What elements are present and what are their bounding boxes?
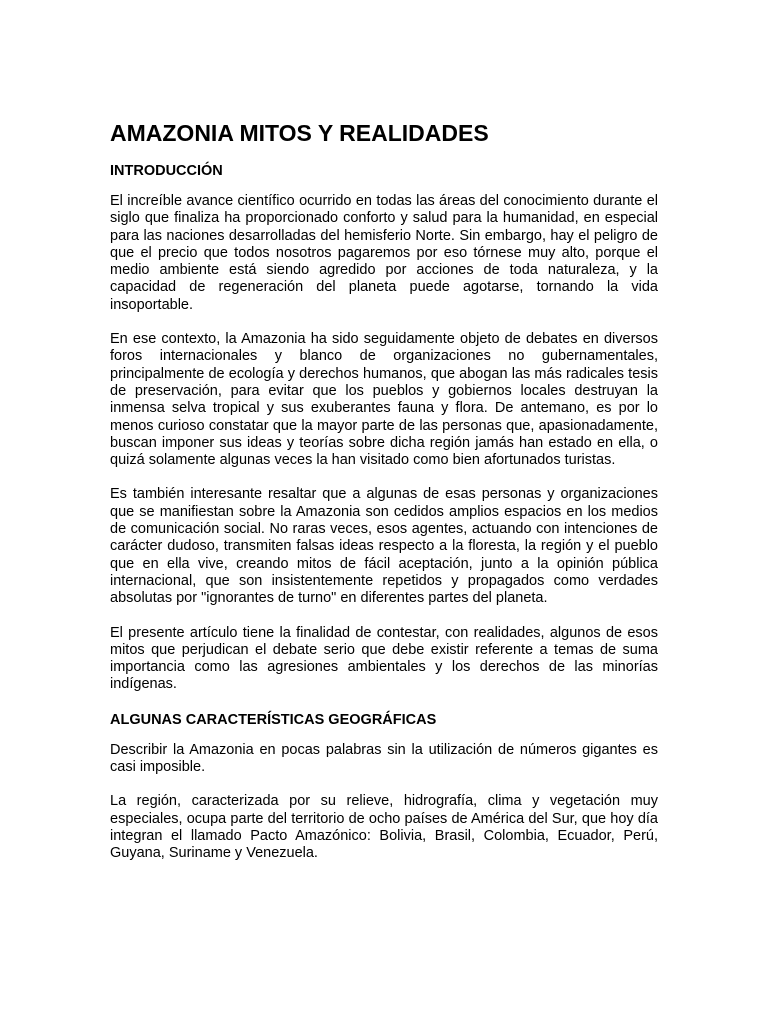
paragraph: En ese contexto, la Amazonia ha sido seguidamente objeto de debates en diversos foros internacionales y blanco de organizaciones no gubernamentales, principalmente de ecología y derechos humanos, que abogan las más radicales tesis de preservación, para evitar que los pueblos y gobiernos locales destruyan la inmensa selva tropical y sus exuberantes fauna y flora. De antemano, es por lo menos curioso constatar que la mayor parte de las personas que, apasionadamente, buscan imponer sus ideas y teorías sobre dicha región jamás han estado en ella, o quizá solamente algunas veces la han visitado como bien afortunados turistas. — [110, 331, 658, 469]
section-heading-caracteristicas-geograficas: ALGUNAS CARACTERÍSTICAS GEOGRÁFICAS — [110, 711, 437, 728]
paragraph: El increíble avance científico ocurrido en todas las áreas del conocimiento durante el siglo que finaliza ha proporcionado conforto y salud para la humanidad, en especial para las naciones desarrolladas del hemisferio Norte. Sin embargo, hay el peligro de que el precio que todos nosotros pagaremos por eso tórnese muy alto, porque el medio ambiente está siendo agredido por acciones de toda naturaleza, y la capacidad de regeneración del planeta puede agotarse, tornando la vida insoportable. — [110, 193, 658, 313]
document-title: AMAZONIA MITOS Y REALIDADES — [110, 120, 489, 146]
section-heading-introduccion: INTRODUCCIÓN — [110, 163, 223, 179]
paragraph: Describir la Amazonia en pocas palabras sin la utilización de números gigantes es casi imposible. — [110, 741, 658, 776]
document-page — [110, 118, 658, 880]
paragraph: Es también interesante resaltar que a algunas de esas personas y organizaciones que se manifiestan sobre la Amazonia son cedidos amplios espacios en los medios de comunicación social. No raras veces, esos agentes, actuando con intenciones de carácter dudoso, transmiten falsas ideas respecto a la floresta, la región y el pueblo que en ella vive, creando mitos de fácil aceptación, junto a la opinión pública internacional, que son insistentemente repetidos y propagados como verdades absolutas por "ignorantes de turno" en diferentes partes del planeta. — [110, 486, 658, 607]
paragraph: El presente artículo tiene la finalidad de contestar, con realidades, algunos de esos mitos que perjudican el debate serio que debe existir referente a temas de suma importancia como las agresiones ambientales y los derechos de las minorías indígenas. — [110, 624, 658, 693]
paragraph: La región, caracterizada por su relieve, hidrografía, clima y vegetación muy especiales, ocupa parte del territorio de ocho países de América del Sur, que hoy día integran el llamado Pacto Amazónico: Bolivia, Brasil, Colombia, Ecuador, Perú, Guyana, Suriname y Venezuela. — [110, 793, 658, 862]
